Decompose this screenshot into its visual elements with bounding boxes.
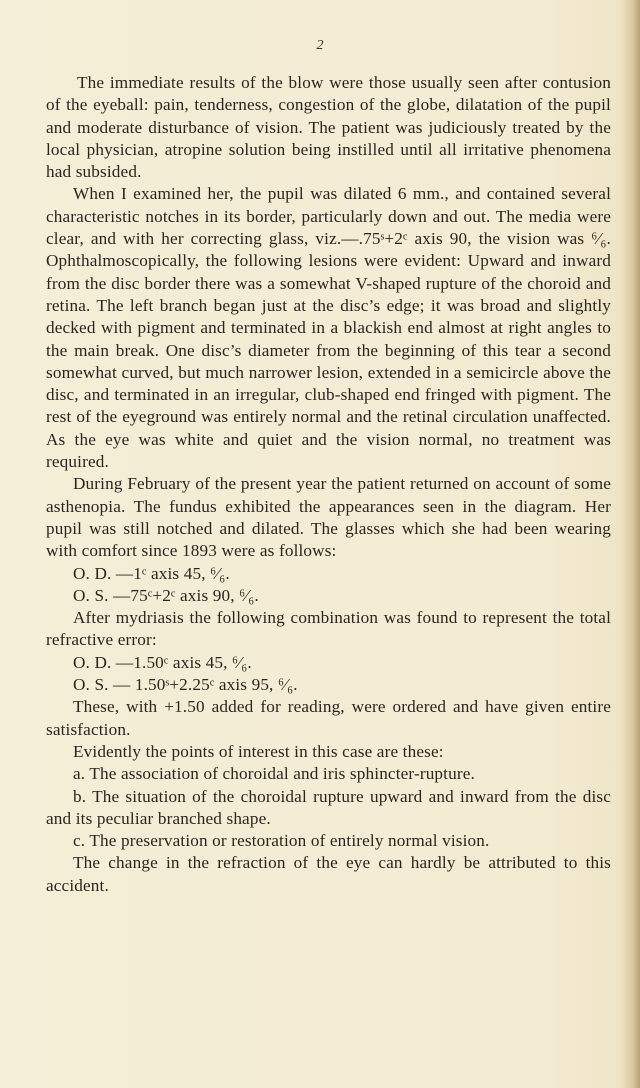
- page-number: 2: [316, 38, 324, 53]
- paragraph-refraction-change: The change in the refraction of the eye can hardly be attributed to this accident.: [46, 853, 611, 895]
- paragraph-examination: When I examined her, the pupil was dilated 6 mm., and contained several characteristic notches in its border, particularly down and out. The media were clear, and with her correcting glass, viz.—.75ˢ+2ᶜ axis 90, the vision was ⁶⁄₆. Ophthalmoscopically, the following lesions were evident: Upward and inward from the disc border there was a somewhat V-shaped rupture of the choroid and retina. The left branch began just at the disc’s edge; it was broad and slightly decked with pigment and terminated in a blackish end almost at right angles to the main break. One disc’s diameter from the beginning of this tear a second somewhat curved, but much narrower lesion, extended in a semicircle above the disc, and terminated in an irregular, club-shaped end fringed with pigment. The rest of the eyeground was entirely normal and the retinal circulation unaffected. As the eye was white and quiet and the vision normal, no treatment was required.: [46, 184, 611, 472]
- paragraph-points-of-interest: Evidently the points of interest in this case are these:: [73, 741, 444, 761]
- prescription-od-glasses: O. D. —1ᶜ axis 45, ⁶⁄₆.: [73, 563, 230, 583]
- page-edge-stain: [622, 0, 640, 1088]
- body-text: [46, 72, 611, 897]
- list-item-c: c. The preservation or restoration of entirely normal vision.: [73, 831, 490, 851]
- list-item-a: a. The association of choroidal and iris sphincter-rupture.: [73, 764, 475, 784]
- paragraph-mydriasis: After mydriasis the following combination was found to represent the total refractive error:: [46, 608, 611, 650]
- paragraph-reading-addition: These, with +1.50 added for reading, were ordered and have given entire satisfaction.: [46, 697, 611, 739]
- paragraph-immediate-results: The immediate results of the blow were those usually seen after contusion of the eyeball: pain, tenderness, congestion of the globe, dilatation of the pupil and moderate disturbance of vision. The patient was judiciously treated by the local physician, atropine solution being instilled until all irritative phenomena had subsided.: [46, 73, 611, 182]
- paragraph-february-return: During February of the present year the patient returned on account of some asthenopia. The fundus exhibited the appearances seen in the diagram. Her pupil was still notched and dilated. The glasses which she had been wearing with comfort since 1893 were as follows:: [46, 474, 611, 561]
- prescription-od-refractive: O. D. —1.50ᶜ axis 45, ⁶⁄₆.: [73, 652, 252, 672]
- list-item-b: b. The situation of the choroidal rupture upward and inward from the disc and its peculiar branched shape.: [46, 786, 611, 828]
- prescription-os-refractive: O. S. — 1.50ˢ+2.25ᶜ axis 95, ⁶⁄₆.: [73, 675, 298, 695]
- prescription-os-glasses: O. S. —75ᶜ+2ᶜ axis 90, ⁶⁄₆.: [73, 585, 259, 605]
